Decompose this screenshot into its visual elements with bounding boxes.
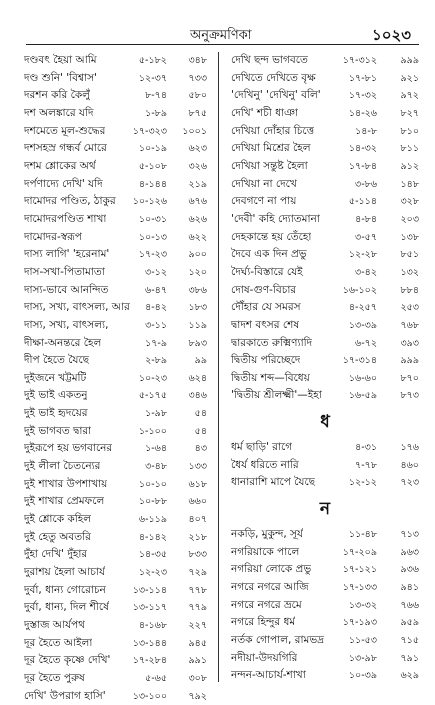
- entry-text: দেখি' শচী ধাঞা: [231, 106, 299, 119]
- entry-text: দ্বিতীয় শব্দ—বিধেয়: [231, 371, 310, 384]
- entry-reference: ৩-৮৬: [355, 178, 377, 190]
- entry-page: ৮৮৪: [400, 284, 419, 296]
- entry-reference: ৩-৪২: [355, 266, 377, 278]
- entry-reference: ১৭-৮৪: [348, 160, 377, 172]
- entry-page: ৩২৬: [188, 160, 207, 172]
- entry-reference: ৪-৮৪: [355, 213, 377, 225]
- index-entry: [231, 193, 419, 211]
- entry-page: ৭৬৮: [400, 319, 419, 331]
- entry-text: ধানারাশি মাপে যৈছে: [231, 476, 316, 489]
- index-entry: [231, 299, 419, 317]
- index-entry: [24, 246, 207, 264]
- entry-page: ২৫৩: [400, 302, 419, 314]
- entry-page: ১৩৮: [400, 231, 419, 243]
- index-entry: [231, 579, 419, 597]
- entry-reference: ১৩-৯৮: [348, 652, 377, 664]
- entry-text: দৈর্ঘ্য-বিস্তারে যেই: [231, 265, 303, 278]
- entry-page: ৯৫৯: [400, 617, 419, 629]
- entry-reference: ১০-৩৯: [348, 670, 377, 682]
- page-header: [0, 24, 435, 44]
- entry-page: ৯০০: [188, 249, 207, 261]
- entry-reference: ১৭-৩১৪: [342, 355, 377, 367]
- entry-page: ২২৭: [188, 620, 207, 631]
- entry-reference: ১৭-৩১২: [342, 55, 377, 66]
- entry-reference: ৫-১০৮: [138, 160, 167, 172]
- index-entry: [231, 561, 419, 579]
- entry-text: ধৈর্য ধরিতে নারি: [231, 458, 299, 471]
- index-entry: [231, 211, 419, 229]
- index-entry: [24, 52, 207, 70]
- entry-page: ৩৮৬: [188, 284, 207, 296]
- entry-reference: ৩-৫৭: [355, 231, 377, 243]
- entry-text: দুই শাখার প্রেমফলে: [24, 495, 105, 508]
- entry-page: ৯৯১: [188, 655, 207, 667]
- index-entry: [24, 652, 207, 670]
- index-entry: [24, 423, 207, 441]
- entry-reference: ১৭-১২১: [342, 564, 377, 576]
- entry-page: ৮৩৩: [188, 549, 207, 561]
- entry-page: ৮২৭: [400, 107, 419, 119]
- entry-reference: ১৩-১০০: [132, 690, 167, 702]
- index-entry: [231, 123, 419, 141]
- entry-reference: ১৪-৩৫: [138, 549, 167, 561]
- entry-text: দীপ হৈতে যৈছে: [24, 354, 90, 367]
- index-entry: [231, 140, 419, 158]
- entry-text: দেখি' উপরাগ হাসি': [24, 689, 106, 702]
- entry-reference: ৩-৪৮: [145, 461, 167, 473]
- entry-page: ৫৪: [194, 408, 207, 420]
- entry-page: ১৩২: [400, 266, 419, 278]
- entry-page: ৫৮০: [188, 90, 207, 102]
- index-entry: [24, 670, 207, 688]
- entry-text: দেবগণে না পায়: [231, 195, 297, 208]
- entry-text: দুঁহা দেখি' দুঁহার: [24, 548, 88, 561]
- index-entry: [24, 688, 207, 705]
- entry-text: দীক্ষা-অনন্তরে হৈল: [24, 336, 102, 349]
- entry-page: ১১৯: [188, 319, 207, 331]
- entry-reference: ১৭-২৩: [138, 249, 167, 261]
- index-entry: [231, 474, 419, 492]
- index-entry: [231, 597, 419, 615]
- entry-page: ৯৯৯: [400, 355, 419, 367]
- entry-text: দেখি ছন্দ ভাগবতে: [231, 54, 308, 66]
- index-entry: [231, 650, 419, 668]
- entry-reference: ৫-১১৪: [348, 196, 377, 208]
- entry-page: ৬৭৬: [188, 196, 207, 208]
- index-entry: [231, 105, 419, 123]
- entry-reference: ১৪-৮: [355, 125, 377, 137]
- entry-reference: ৬-১১৯: [138, 514, 167, 526]
- index-entry: [231, 370, 419, 388]
- entry-page: ৩০৮: [188, 672, 207, 684]
- index-entry: [24, 282, 207, 300]
- entry-text: দেখিতে দেখিতে বৃক্ষ: [231, 71, 316, 84]
- index-entry: [24, 193, 207, 211]
- entry-text: দুস্তাজ আর্যপথ: [24, 619, 86, 631]
- entry-reference: ৪-৩১: [355, 442, 377, 454]
- entry-page: ৬২৩: [188, 143, 207, 155]
- entry-reference: ৪-৪২: [145, 302, 167, 314]
- entry-reference: ১৭-৮১: [348, 72, 377, 84]
- entry-reference: ১০-১০: [138, 478, 167, 490]
- index-entry: [231, 158, 419, 176]
- index-entry: [231, 632, 419, 650]
- entry-page: ৯৪৫: [188, 637, 207, 649]
- entry-reference: ১৩-১১৭: [132, 602, 167, 614]
- index-entry: [24, 105, 207, 123]
- entry-page: ৭৩৩: [188, 72, 207, 84]
- entry-page: ৩৪৬: [188, 390, 207, 402]
- entry-page: ৯৪১: [400, 582, 419, 594]
- entry-text: দেখিয়া মিশ্রের হৈল: [231, 142, 311, 155]
- entry-text: দুই ভাই একতনু: [24, 389, 88, 402]
- entry-reference: ১৬-৬০: [348, 372, 377, 384]
- section-heading-na: ন: [319, 499, 331, 520]
- index-entry: [24, 458, 207, 476]
- entry-reference: ১১-৪৮: [348, 529, 377, 541]
- entry-page: ৮১০: [400, 125, 419, 137]
- index-entry: [231, 352, 419, 370]
- index-entry: [231, 667, 419, 685]
- entry-page: ৩৯৩: [400, 337, 419, 349]
- index-entry: [24, 493, 207, 511]
- entry-reference: ১-১০০: [138, 425, 167, 437]
- entry-page: ৬২৬: [188, 213, 207, 225]
- index-entry: [24, 635, 207, 653]
- index-entry: [231, 335, 419, 353]
- entry-text: দামোদর-স্বরূপ: [24, 230, 82, 243]
- entry-text: দুই ভাগবত দ্বারা: [24, 424, 92, 437]
- index-entry: [231, 614, 419, 632]
- entry-text: নগরিয়া লোকে প্রভু: [231, 563, 312, 576]
- entry-reference: ৬-৭২: [355, 337, 377, 349]
- entry-text: দূর হৈতে কৃষ্ণে দেখি': [24, 654, 111, 667]
- entry-reference: ১২-২৩: [138, 567, 167, 579]
- entry-text: দশমেতে মূল-শুদ্ধের: [24, 124, 106, 137]
- entry-text: নগরে নগরে ভ্রমে: [231, 598, 302, 611]
- entry-reference: ৪-২৫৭: [348, 302, 377, 314]
- entry-text: নদীয়া-উদয়গিরি: [231, 651, 298, 664]
- entry-page: ৭৯১: [400, 652, 419, 664]
- entry-text: দশসহস্র গন্ধর্ব মোরে: [24, 142, 107, 155]
- index-entry: [24, 158, 207, 176]
- index-entry: [24, 264, 207, 282]
- entry-reference: ১০-১৩: [138, 231, 167, 243]
- index-entry: [24, 405, 207, 423]
- index-entry: [231, 526, 419, 544]
- entry-page: ১৭৬: [400, 442, 419, 454]
- entry-page: ৮৭০: [400, 372, 419, 384]
- left-column: [24, 52, 207, 705]
- entry-reference: ৫-১৭৫: [138, 390, 167, 402]
- entry-page: ৬২৯: [400, 670, 419, 682]
- entry-reference: ১৭-১৩৩: [342, 582, 377, 594]
- entry-page: ১৪৮: [400, 178, 419, 190]
- entry-text: দাস্য-ভাবে আনন্দিত: [24, 283, 109, 296]
- index-entry: [24, 140, 207, 158]
- column-divider: [218, 52, 219, 682]
- entry-text: দৌঁহার যে সমরস: [231, 301, 301, 314]
- entry-reference: ২-৮৯: [145, 355, 167, 367]
- entry-text: দশম শ্লোকের অর্থ: [24, 159, 96, 172]
- entry-reference: ১৩-৩২: [348, 599, 377, 611]
- entry-reference: ১০-১৯: [138, 143, 167, 155]
- entry-text: নর্তক গোপাল, রামভদ্র: [231, 634, 325, 647]
- index-entry: [231, 317, 419, 335]
- entry-text: দাস্য লাগি' 'হরেনাম': [24, 248, 110, 261]
- entry-text: দুর্বা, ধান্য, দিল শীর্ষে: [24, 601, 109, 614]
- entry-reference: ১৭-২০৯: [342, 546, 377, 558]
- header-rule: [26, 44, 419, 45]
- index-entry: [24, 564, 207, 582]
- entry-reference: ১০-২৩: [138, 372, 167, 384]
- entry-page: ৮৫১: [400, 249, 419, 261]
- entry-page: ৩৪৮: [188, 55, 207, 66]
- right-entries-dha: [231, 439, 419, 492]
- entry-reference: ১৭-৩২: [348, 90, 377, 102]
- entry-text: দর্পণাদ্যে দেখি' যদি: [24, 177, 103, 190]
- entry-reference: ১৪-২৬: [348, 107, 377, 119]
- entry-text: 'দেবী' কহি দ্যোতমানা: [231, 212, 320, 225]
- index-entry: [24, 476, 207, 494]
- entry-text: দ্বিতীয় পরিচ্ছেদে: [231, 354, 301, 367]
- index-entry: [231, 70, 419, 88]
- index-entry: [231, 52, 419, 70]
- entry-page: ৮১১: [400, 143, 419, 155]
- entry-text: নন্দন-আচার্য-শাখা: [231, 669, 306, 682]
- entry-reference: ১৭-৯: [145, 337, 167, 349]
- entry-text: দণ্ড শুনি' 'বিশ্বাস': [24, 71, 97, 84]
- entry-reference: ১০-১২৬: [132, 196, 167, 208]
- index-entry: [24, 440, 207, 458]
- entry-text: দেখিয়া দোঁহার চিত্তে: [231, 124, 315, 137]
- entry-text: দুই লীলা চৈতন্যের: [24, 460, 101, 473]
- index-entry: [24, 211, 207, 229]
- entry-reference: ১২-২৮: [348, 249, 377, 261]
- entry-reference: ১৭-১৯৩: [342, 617, 377, 629]
- entry-text: দূর হৈতে পুরুষ: [24, 671, 85, 684]
- index-entry: [24, 387, 207, 405]
- entry-text: দ্বারকাতে রুক্মিণ্যাদি: [231, 336, 313, 349]
- index-entry: [231, 544, 419, 562]
- page-number: ১০২৩: [372, 26, 411, 44]
- index-entry: [24, 352, 207, 370]
- entry-page: ৮৭৩: [400, 390, 419, 402]
- entry-page: ৮৭৫: [188, 107, 207, 119]
- entry-page: ১৮৩: [188, 302, 207, 314]
- entry-reference: ১-৬৪: [145, 443, 167, 455]
- entry-page: ৭৭৮: [188, 584, 207, 596]
- entry-page: ৯৯: [194, 355, 207, 367]
- index-entry: [231, 246, 419, 264]
- entry-text: দরশন করি কৈলুঁ: [24, 89, 90, 102]
- entry-text: 'দেখিনু' 'দেখিনু' বলি': [231, 89, 321, 102]
- entry-reference: ৩-১১: [145, 319, 167, 331]
- entry-reference: ৫-৬৫: [145, 672, 167, 684]
- entry-page: ৭৬৬: [400, 599, 419, 611]
- entry-reference: ১৩-৩৯: [348, 319, 377, 331]
- entry-page: ১২০: [188, 266, 207, 278]
- entry-reference: ১২-১২: [348, 477, 377, 489]
- entry-page: ৭১৫: [400, 635, 419, 647]
- index-entry: [24, 617, 207, 635]
- entry-page: ১০০১: [182, 125, 207, 137]
- index-entry: [24, 299, 207, 317]
- index-entry: [24, 229, 207, 247]
- index-entry: [24, 546, 207, 564]
- entry-reference: ১৬-১০২: [342, 284, 377, 296]
- entry-text: দুরাশয় হৈলা আচার্য: [24, 566, 106, 579]
- entry-page: ৭৭৯: [188, 602, 207, 614]
- entry-text: দণ্ডবৎ হৈয়া আমি: [24, 54, 97, 66]
- index-entry: [24, 582, 207, 600]
- index-entry: [24, 529, 207, 547]
- entry-text: দুই শাখার উপশাখায়: [24, 477, 108, 490]
- index-entry: [24, 317, 207, 335]
- index-entry: [231, 176, 419, 194]
- entry-text: দুইজনে খট্টমটি: [24, 371, 87, 384]
- entry-text: দ্বাদশ বৎসর শেষ: [231, 318, 300, 331]
- entry-page: ৯৯৯: [400, 55, 419, 66]
- entry-reference: ১৭-২৮৪: [132, 655, 167, 667]
- entry-page: ৬২৪: [188, 372, 207, 384]
- entry-text: দোষ-গুণ-বিচার: [231, 283, 297, 296]
- entry-page: ২০৩: [400, 213, 419, 225]
- entry-reference: ১০-৮৮: [138, 496, 167, 508]
- entry-text: নকড়ি, মুকুন্দ, সূর্য: [231, 528, 304, 541]
- index-entry: [231, 439, 419, 457]
- entry-page: ৯৭২: [400, 90, 419, 102]
- entry-text: দাস্য, সখ্য, বাৎসল্য,: [24, 318, 109, 331]
- index-entry: [24, 87, 207, 105]
- entry-reference: ১-৯৮: [145, 408, 167, 420]
- entry-reference: ১৪-৩২: [348, 143, 377, 155]
- entry-text: নগরিয়াকে পালে: [231, 545, 300, 558]
- entry-text: দেখিয়া না দেখে: [231, 177, 297, 190]
- section-heading-dha: ধ: [320, 412, 330, 433]
- entry-text: দেখিয়া সন্তুষ্ট হৈলা: [231, 159, 308, 172]
- right-entries-na: [231, 526, 419, 685]
- index-entry: [231, 282, 419, 300]
- index-entry: [231, 457, 419, 475]
- entry-page: ৭১৩: [400, 529, 419, 541]
- entry-text: দাস্য, সখ্য, বাৎসল্য, আর: [24, 301, 130, 314]
- entry-text: দুইরূপে হয় ভগবানের: [24, 442, 113, 455]
- entry-reference: ১০-৩১: [138, 213, 167, 225]
- entry-page: ৬৬০: [188, 496, 207, 508]
- index-entry: [24, 176, 207, 194]
- entry-page: ৯৩৬: [400, 564, 419, 576]
- header-title: অনুক্রমণিকা: [190, 28, 252, 43]
- index-entry: [24, 123, 207, 141]
- entry-text: দাস-সখা-পিতামাতা: [24, 265, 105, 278]
- entry-page: ৬১৮: [188, 478, 207, 490]
- entry-text: দামোদরপণ্ডিত শাখা: [24, 212, 107, 225]
- index-entry: [24, 511, 207, 529]
- entry-text: দুই ভাই হৃদয়ের: [24, 407, 88, 420]
- entry-text: দামোদর পণ্ডিত, ঠাকুর: [24, 195, 116, 208]
- entry-text: দূর হৈতে আইলা: [24, 636, 93, 649]
- entry-reference: ৭-৭৮: [355, 459, 377, 471]
- entry-reference: ১৩-১৪৪: [132, 637, 167, 649]
- index-entry: [24, 370, 207, 388]
- entry-page: ৪৬০: [400, 459, 419, 471]
- entry-reference: ১৬-৫৯: [348, 390, 377, 402]
- entry-text: দুই শ্লোকে কহিল: [24, 513, 92, 526]
- entry-page: ৯১২: [400, 160, 419, 172]
- index-entry: [24, 70, 207, 88]
- entry-page: ১৩৩: [188, 461, 207, 473]
- entry-text: দেহকান্তে হয় তেঁহো: [231, 230, 312, 243]
- entry-reference: ৪-১৪৪: [138, 178, 167, 190]
- entry-text: নগরে নগরে আজি: [231, 581, 309, 594]
- entry-page: ৪৩: [194, 443, 207, 455]
- entry-text: 'দ্বিতীয় শ্রীলক্ষ্মী'—ইহা: [231, 389, 322, 402]
- entry-text: দুই হেতু অবতরি: [24, 530, 91, 543]
- index-entry: [231, 229, 419, 247]
- entry-reference: ৬-৪৭: [145, 284, 167, 296]
- entry-page: ৫৪: [194, 425, 207, 437]
- entry-reference: ১২-৩৭: [138, 72, 167, 84]
- right-entries-top: [231, 52, 419, 405]
- entry-reference: ১৩-১১৪: [132, 584, 167, 596]
- entry-reference: ১৭-৩২৩: [132, 125, 167, 137]
- entry-page: ৯২১: [400, 72, 419, 84]
- entry-page: ৪০৭: [188, 514, 207, 526]
- index-entry: [231, 387, 419, 405]
- entry-text: দুর্বা, ধান্য গোরোচন: [24, 583, 106, 596]
- entry-page: ২১৮: [188, 531, 207, 543]
- index-entry: [24, 335, 207, 353]
- entry-page: ৯৬৩: [400, 546, 419, 558]
- entry-page: ৭২৩: [400, 477, 419, 489]
- index-entry: [231, 87, 419, 105]
- entry-page: ৮৯৩: [188, 337, 207, 349]
- entry-reference: ১-৮৯: [145, 107, 167, 119]
- entry-reference: ৫-১৮২: [138, 55, 167, 66]
- index-entry: [24, 599, 207, 617]
- right-column: [231, 52, 419, 685]
- entry-text: ধর্ম ছাড়ি' রাগে: [231, 441, 293, 454]
- entry-text: দশ অলঙ্কারে যদি: [24, 106, 94, 119]
- index-entry: [231, 264, 419, 282]
- entry-page: ৭৯২: [188, 690, 207, 702]
- entry-reference: ১১-৫৩: [348, 635, 377, 647]
- entry-page: ৭২৯: [188, 567, 207, 579]
- entry-reference: ৮-৭৪: [145, 90, 167, 102]
- entry-page: ৩২৮: [400, 196, 419, 208]
- entry-reference: ৪-১৪২: [138, 531, 167, 543]
- entry-page: ৬২২: [188, 231, 207, 243]
- entry-reference: ৪-১৬৮: [138, 620, 167, 631]
- entry-text: নগরে হিন্দুর ধর্ম: [231, 616, 296, 629]
- entry-text: দৈবে এক দিন প্রভু: [231, 248, 307, 261]
- entry-page: ২১৯: [188, 178, 207, 190]
- entry-reference: ৩-১২: [145, 266, 167, 278]
